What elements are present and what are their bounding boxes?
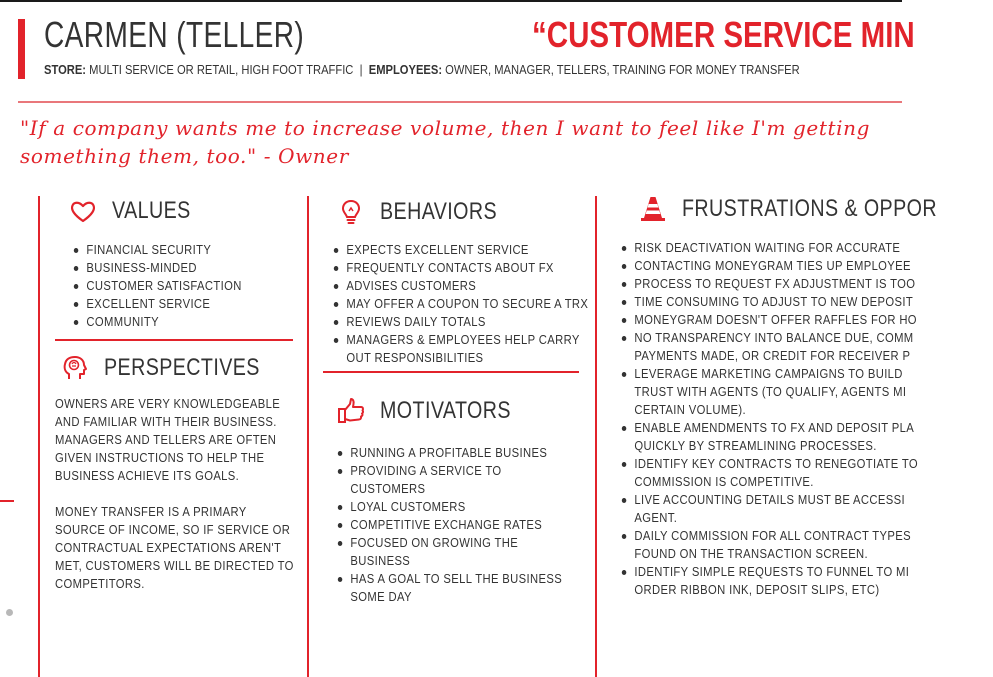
values-item: BUSINESS-MINDED: [72, 259, 242, 277]
store-label: STORE:: [44, 62, 87, 77]
employees-value: OWNER, MANAGER, TELLERS, TRAINING FOR MONEY TRANSFER: [445, 62, 800, 77]
motivators-item-line: PROVIDING A SERVICE TO: [350, 464, 502, 478]
behaviors-item: ADVISES CUSTOMERS: [332, 277, 588, 295]
page-dot: [6, 609, 13, 616]
perspectives-paragraph: OWNERS ARE VERY KNOWLEDGEABLE AND FAMILIAR WITH THEIR BUSINESS. MANAGERS AND TELLERS ARE OFTEN GIVEN INSTRUCTIONS TO HELP THE BUSINESS ACHIEVE ITS GOALS.: [55, 397, 281, 483]
frustrations-item-line: LEVERAGE MARKETING CAMPAIGNS TO BUILD: [634, 367, 903, 381]
frustrations-item-line: COMMISSION IS COMPETITIVE.: [634, 475, 814, 489]
behaviors-item: EXPECTS EXCELLENT SERVICE: [332, 241, 588, 259]
frustrations-item: [620, 419, 918, 455]
frustrations-item: [620, 491, 918, 527]
frustrations-item: [620, 527, 918, 563]
frustrations-item-line: LIVE ACCOUNTING DETAILS MUST BE ACCESSI: [634, 493, 905, 507]
behaviors-header: [336, 197, 523, 227]
behaviors-item: FREQUENTLY CONTACTS ABOUT FX: [332, 259, 588, 277]
frustrations-item: TIME CONSUMING TO ADJUST TO NEW DEPOSIT: [620, 293, 918, 311]
values-item: EXCELLENT SERVICE: [72, 295, 242, 313]
side-marker: [0, 500, 14, 502]
behaviors-list: [332, 241, 617, 367]
traffic-cone-icon: [638, 194, 668, 224]
persona-name: CARMEN (TELLER): [44, 14, 305, 55]
behaviors-item-line: OUT RESPONSIBILITIES: [346, 351, 484, 365]
frustrations-item-line: ENABLE AMENDMENTS TO FX AND DEPOSIT PLA: [634, 421, 915, 435]
thumbs-up-icon: [336, 396, 366, 426]
frustrations-item: MONEYGRAM DOESN'T OFFER RAFFLES FOR HO: [620, 311, 918, 329]
motivators-item: [336, 534, 562, 570]
column-divider-1: [38, 196, 40, 677]
persona-meta: [44, 62, 800, 77]
frustrations-item: [620, 329, 918, 365]
frustrations-item-line: DAILY COMMISSION FOR ALL CONTRACT TYPES: [634, 529, 912, 543]
perspectives-paragraph: MONEY TRANSFER IS A PRIMARY SOURCE OF INCOME, SO IF SERVICE OR CONTRACTUAL EXPECTATIONS AREN'T MET, CUSTOMERS WILL BE DIRECTED TO COMPETITORS.: [55, 505, 294, 591]
frustrations-item-line: AGENT.: [634, 511, 678, 525]
values-item: COMMUNITY: [72, 313, 242, 331]
column-divider-2: [307, 196, 309, 677]
title-accent-bar: [18, 19, 25, 79]
motivators-header: [336, 396, 540, 426]
motivators-list: [336, 444, 587, 606]
values-list: [72, 241, 261, 331]
meta-separator: |: [359, 62, 363, 77]
perspectives-title: PERSPECTIVES: [104, 354, 260, 381]
motivators-item: COMPETITIVE EXCHANGE RATES: [336, 516, 562, 534]
motivators-title: MOTIVATORS: [380, 397, 511, 424]
frustrations-item-line: IDENTIFY SIMPLE REQUESTS TO FUNNEL TO MI: [634, 565, 910, 579]
behaviors-item-line: MANAGERS & EMPLOYEES HELP CARRY: [346, 333, 580, 347]
frustrations-item: PROCESS TO REQUEST FX ADJUSTMENT IS TOO: [620, 275, 918, 293]
brain-head-icon: [60, 353, 90, 383]
frustrations-item: [620, 365, 918, 419]
persona-title: “CUSTOMER SERVICE MIN: [532, 14, 915, 55]
frustrations-item-line: CERTAIN VOLUME).: [634, 403, 747, 417]
motivators-item: LOYAL CUSTOMERS: [336, 498, 562, 516]
values-divider: [55, 339, 293, 341]
frustrations-item: CONTACTING MONEYGRAM TIES UP EMPLOYEE: [620, 257, 918, 275]
motivators-item: [336, 570, 562, 606]
values-item: CUSTOMER SATISFACTION: [72, 277, 242, 295]
perspectives-header: [60, 353, 294, 383]
values-item: FINANCIAL SECURITY: [72, 241, 242, 259]
values-title: VALUES: [112, 197, 191, 224]
behaviors-item: REVIEWS DAILY TOTALS: [332, 313, 588, 331]
frustrations-item: RISK DEACTIVATION WAITING FOR ACCURATE: [620, 239, 918, 257]
motivators-item: [336, 462, 562, 498]
motivators-item-line: FOCUSED ON GROWING THE: [350, 536, 519, 550]
values-header: [68, 196, 208, 226]
motivators-item-line: SOME DAY: [350, 590, 412, 604]
frustrations-header: [638, 194, 993, 224]
motivators-item-line: HAS A GOAL TO SELL THE BUSINESS: [350, 572, 563, 586]
behaviors-item: [332, 331, 588, 367]
frustrations-item-line: QUICKLY BY STREAMLINING PROCESSES.: [634, 439, 877, 453]
frustrations-title: FRUSTRATIONS & OPPOR: [682, 195, 937, 222]
frustrations-item-line: NO TRANSPARENCY INTO BALANCE DUE, COMM: [634, 331, 914, 345]
behaviors-divider: [323, 371, 579, 373]
motivators-item-line: BUSINESS: [350, 554, 411, 568]
persona-quote: "If a company wants me to increase volume, then I want to feel like I'm getting something them, too." - Owner: [20, 116, 871, 168]
employees-label: EMPLOYEES:: [368, 62, 443, 77]
top-border: [0, 0, 902, 2]
frustrations-item-line: ORDER RIBBON INK, DEPOSIT SLIPS, ETC): [634, 583, 880, 597]
motivators-item: RUNNING A PROFITABLE BUSINES: [336, 444, 562, 462]
frustrations-item-line: FOUND ON THE TRANSACTION SCREEN.: [634, 547, 869, 561]
frustrations-item: [620, 455, 918, 491]
frustrations-item-line: IDENTIFY KEY CONTRACTS TO RENEGOTIATE TO: [634, 457, 919, 471]
header-divider: [18, 101, 902, 103]
frustrations-list: [620, 239, 951, 599]
behaviors-title: BEHAVIORS: [380, 198, 498, 225]
behaviors-item: MAY OFFER A COUPON TO SECURE A TRX: [332, 295, 588, 313]
lightbulb-icon: [336, 197, 366, 227]
frustrations-item-line: PAYMENTS MADE, OR CREDIT FOR RECEIVER P: [634, 349, 911, 363]
motivators-item-line: CUSTOMERS: [350, 482, 426, 496]
frustrations-item: [620, 563, 918, 599]
heart-icon: [68, 196, 98, 226]
frustrations-item-line: TRUST WITH AGENTS (TO QUALIFY, AGENTS MI: [634, 385, 907, 399]
store-value: MULTI SERVICE OR RETAIL, HIGH FOOT TRAFFIC: [89, 62, 354, 77]
